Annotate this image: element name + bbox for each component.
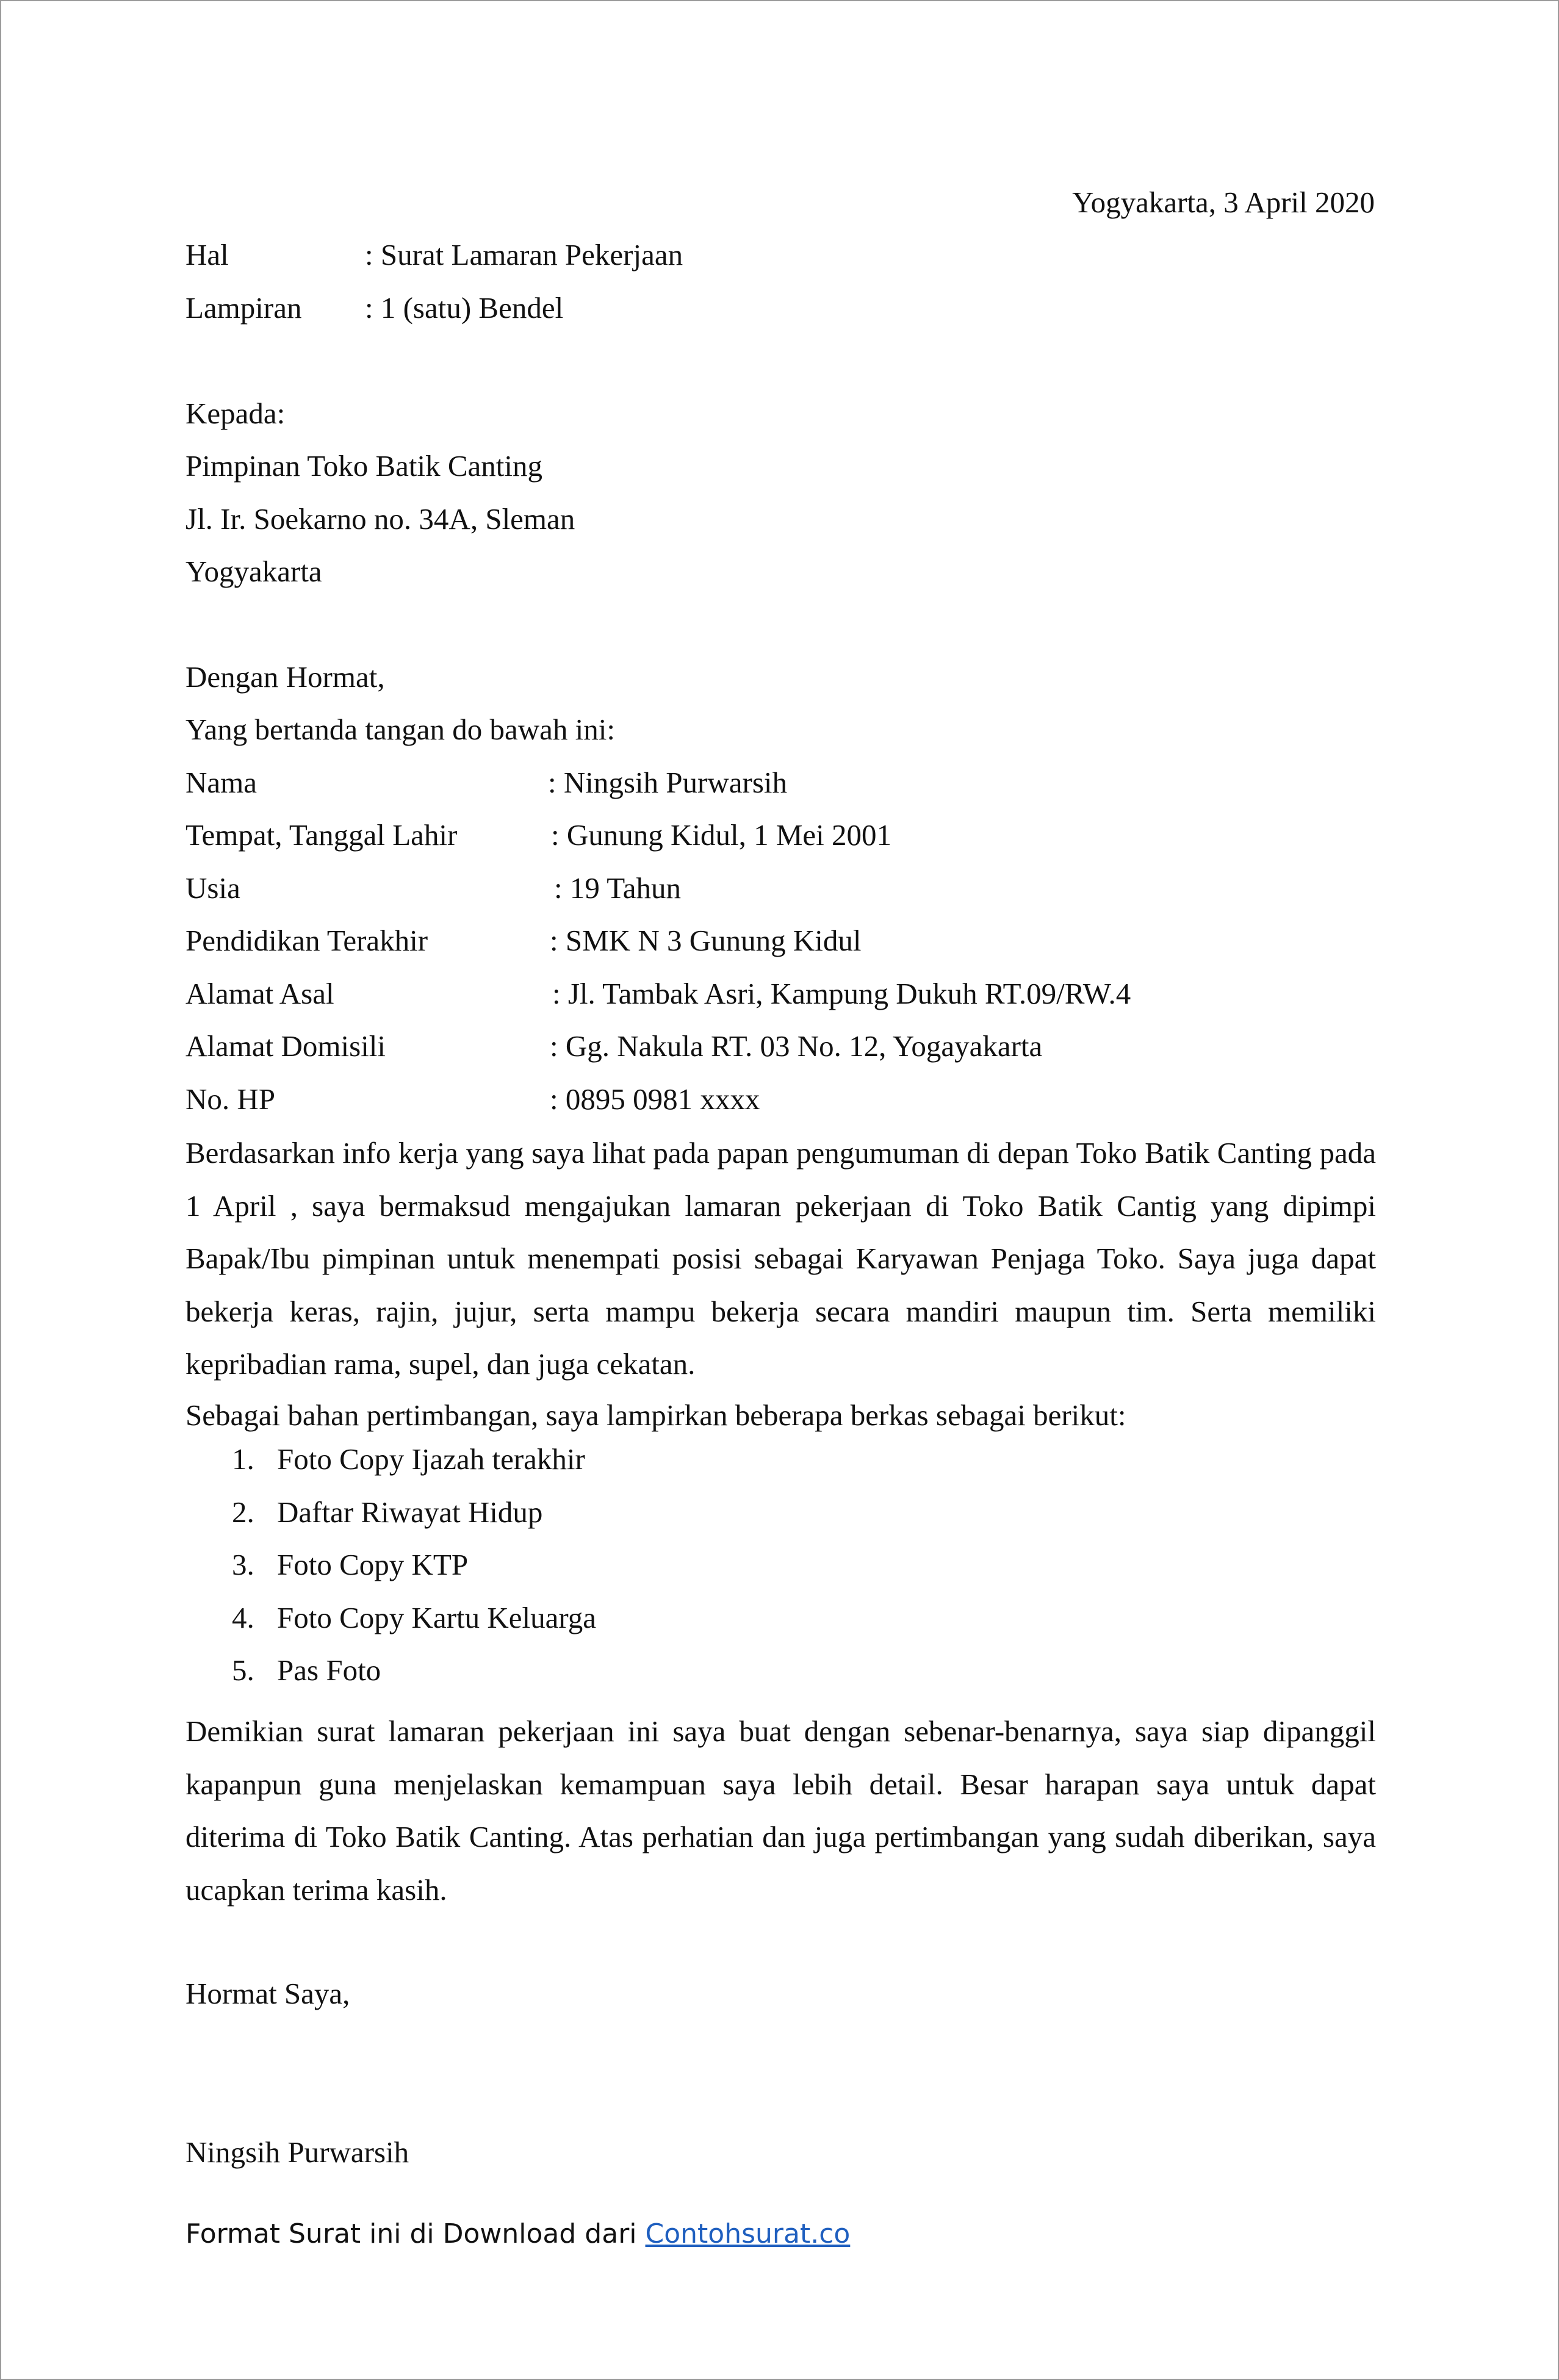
- identity-value: : 19 Tahun: [554, 871, 681, 905]
- recipient-city: Yogyakarta: [185, 555, 322, 588]
- identity-label: No. HP: [185, 1082, 276, 1116]
- signer-name: Ningsih Purwarsih: [185, 2135, 409, 2169]
- letter-date: Yogyakarta, 3 April 2020: [1072, 185, 1375, 219]
- identity-label: Alamat Asal: [185, 977, 334, 1010]
- list-item-text: Pas Foto: [277, 1653, 381, 1687]
- recipient-address: Jl. Ir. Soekarno no. 34A, Sleman: [185, 502, 575, 536]
- closing-paragraph: Demikian surat lamaran pekerjaan ini saya buat dengan sebenar-benarnya, saya siap dipanggil kapanpun guna menjelaskan kemampuan saya lebih detail. Besar harapan saya untuk dapat diterima di Toko Batik Canting. Atas perhatian dan juga pertimbangan yang sudah diberikan, saya ucapkan terima kasih.: [185, 1714, 1376, 1907]
- attachments-intro: Sebagai bahan pertimbangan, saya lampirkan beberapa berkas sebagai berikut:: [185, 1398, 1126, 1432]
- identity-value: : Gg. Nakula RT. 03 No. 12, Yogayakarta: [550, 1029, 1043, 1063]
- identity-row: [185, 870, 681, 907]
- identity-value: : SMK N 3 Gunung Kidul: [550, 924, 862, 957]
- recipient-name: Pimpinan Toko Batik Canting: [185, 449, 543, 483]
- subject-label: Hal: [185, 238, 229, 271]
- identity-label: Tempat, Tanggal Lahir: [185, 818, 458, 852]
- identity-label: Nama: [185, 766, 257, 799]
- identity-row: [185, 922, 862, 959]
- body-paragraph: Berdasarkan info kerja yang saya lihat pada papan pengumuman di depan Toko Batik Canting pada 1 April , saya bermaksud mengajukan lamaran pekerjaan di Toko Batik Cantig yang dipimpi Bapak/Ibu pimpinan untuk menempati posisi sebagai Karyawan Penjaga Toko. Saya juga dapat bekerja keras, rajin, jujur, serta mampu bekerja secara mandiri maupun tim. Serta memiliki kepribadian rama, supel, dan juga cekatan.: [185, 1136, 1376, 1381]
- list-item-number: 3.: [232, 1548, 254, 1581]
- list-item-number: 4.: [232, 1600, 254, 1634]
- list-item-text: Foto Copy Kartu Keluarga: [277, 1600, 597, 1634]
- subject-value: : Surat Lamaran Pekerjaan: [365, 238, 683, 271]
- footer-link[interactable]: Contohsurat.co: [645, 2218, 851, 2249]
- sign-off: Hormat Saya,: [185, 1977, 350, 2010]
- identity-label: Pendidikan Terakhir: [185, 924, 428, 957]
- attachment-count-label: Lampiran: [185, 291, 302, 325]
- identity-label: Alamat Domisili: [185, 1029, 386, 1063]
- footer-text: Format Surat ini di Download dari: [185, 2218, 646, 2249]
- list-item-number: 5.: [232, 1653, 254, 1687]
- list-item-text: Daftar Riwayat Hidup: [277, 1495, 543, 1529]
- identity-label: Usia: [185, 871, 240, 905]
- identity-row: [185, 1081, 760, 1118]
- greeting: Dengan Hormat,: [185, 660, 385, 694]
- identity-value: : 0895 0981 xxxx: [550, 1082, 760, 1116]
- identity-row: [185, 764, 787, 801]
- download-footer: [185, 2216, 850, 2252]
- list-item-number: 1.: [232, 1442, 254, 1476]
- intro-line: Yang bertanda tangan do bawah ini:: [185, 713, 615, 746]
- identity-row: [185, 817, 892, 854]
- identity-row: [185, 1028, 1043, 1065]
- list-item-text: Foto Copy KTP: [277, 1548, 469, 1581]
- list-item-text: Foto Copy Ijazah terakhir: [277, 1442, 585, 1476]
- identity-value: : Ningsih Purwarsih: [548, 766, 787, 799]
- identity-row: [185, 976, 1131, 1012]
- identity-value: : Gunung Kidul, 1 Mei 2001: [551, 818, 892, 852]
- identity-value: : Jl. Tambak Asri, Kampung Dukuh RT.09/RW.4: [552, 977, 1131, 1010]
- recipient-heading: Kepada:: [185, 397, 286, 430]
- attachment-count-row: [185, 290, 564, 326]
- list-item-number: 2.: [232, 1495, 254, 1529]
- attachment-count-value: : 1 (satu) Bendel: [365, 291, 564, 325]
- subject-row: [185, 237, 683, 273]
